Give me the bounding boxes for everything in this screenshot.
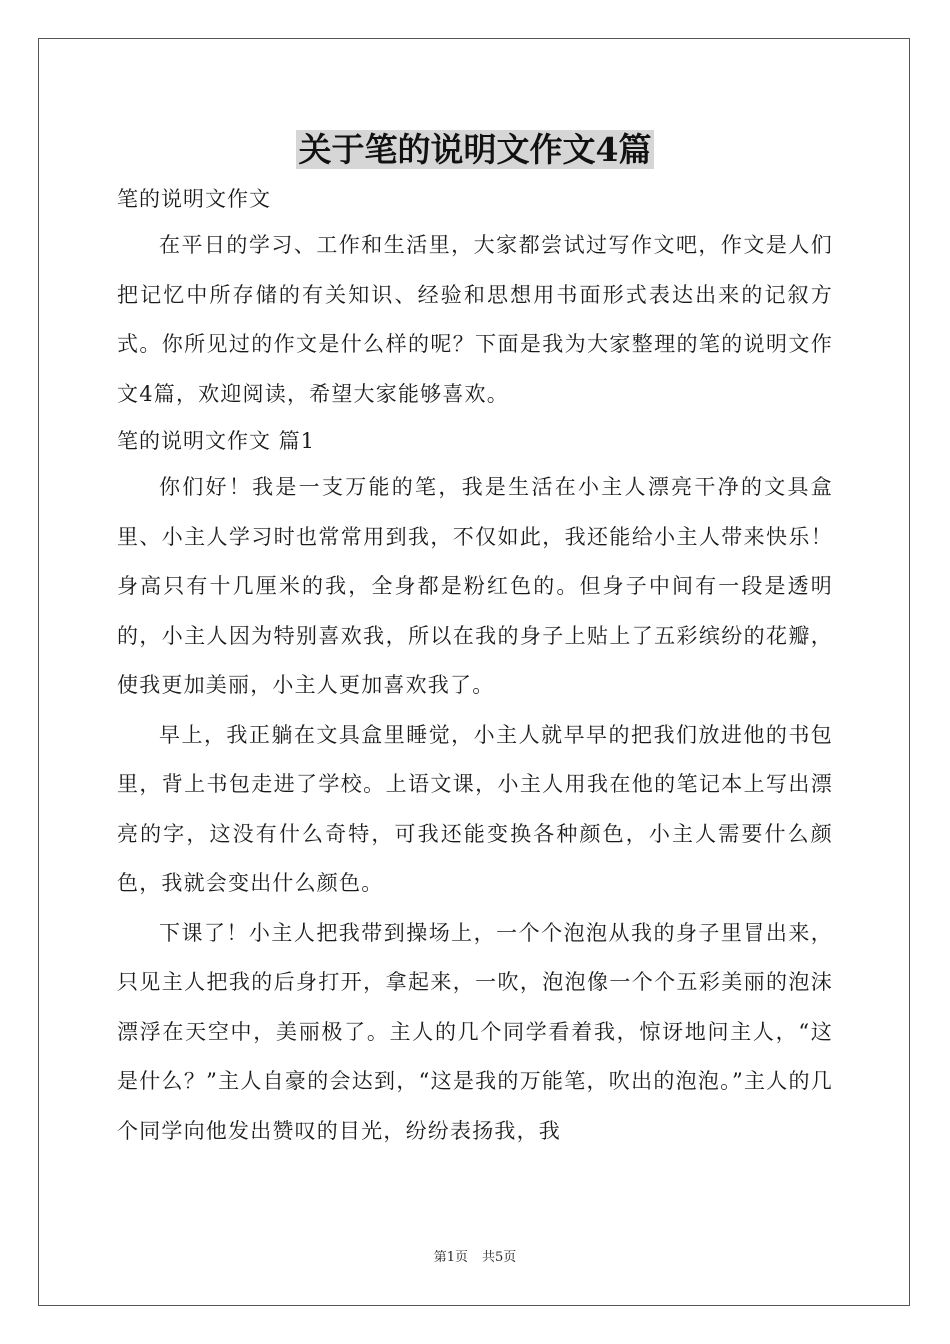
document-body: [117, 177, 833, 1156]
section-heading-essay-1: 笔的说明文作文 篇1: [117, 429, 316, 453]
section-heading-intro: 笔的说明文作文: [117, 187, 271, 211]
essay-paragraph: 早上，我正躺在文具盒里睡觉，小主人就早早的把我们放进他的书包里，背上书包走进了学校。上语文课，小主人用我在他的笔记本上写出漂亮的字，这没有什么奇特，可我还能变换各种颜色，小主人需要什么颜色，我就会变出什么颜色。: [117, 722, 833, 895]
intro-paragraph: 在平日的学习、工作和生活里，大家都尝试过写作文吧，作文是人们把记忆中所存储的有关知识、经验和思想用书面形式表达出来的记叙方式。你所见过的作文是什么样的呢？下面是我为大家整理的笔的说明文作文4篇，欢迎阅读，希望大家能够喜欢。: [117, 233, 833, 406]
essay-paragraph: 你们好！我是一支万能的笔，我是生活在小主人漂亮干净的文具盒里、小主人学习时也常常用到我，不仅如此，我还能给小主人带来快乐！身高只有十几厘米的我，全身都是粉红色的。但身子中间有一段是透明的，小主人因为特别喜欢我，所以在我的身子上贴上了五彩缤纷的花瓣，使我更加美丽，小主人更加喜欢我了。: [117, 475, 833, 697]
document-title: [0, 124, 950, 176]
title-text: 关于笔的说明文作文4篇: [296, 130, 655, 169]
essay-paragraph: 下课了！小主人把我带到操场上，一个个泡泡从我的身子里冒出来，只见主人把我的后身打开，拿起来，一吹，泡泡像一个个五彩美丽的泡沫漂浮在天空中，美丽极了。主人的几个同学看着我，惊讶地问主人，“这是什么？”主人自豪的会达到，“这是我的万能笔，吹出的泡泡。”主人的几个同学向他发出赞叹的目光，纷纷表扬我，我: [117, 920, 833, 1143]
page-number: 第1页: [433, 1250, 468, 1265]
page-count: 共5页: [482, 1250, 517, 1265]
page-footer: [0, 1246, 950, 1265]
